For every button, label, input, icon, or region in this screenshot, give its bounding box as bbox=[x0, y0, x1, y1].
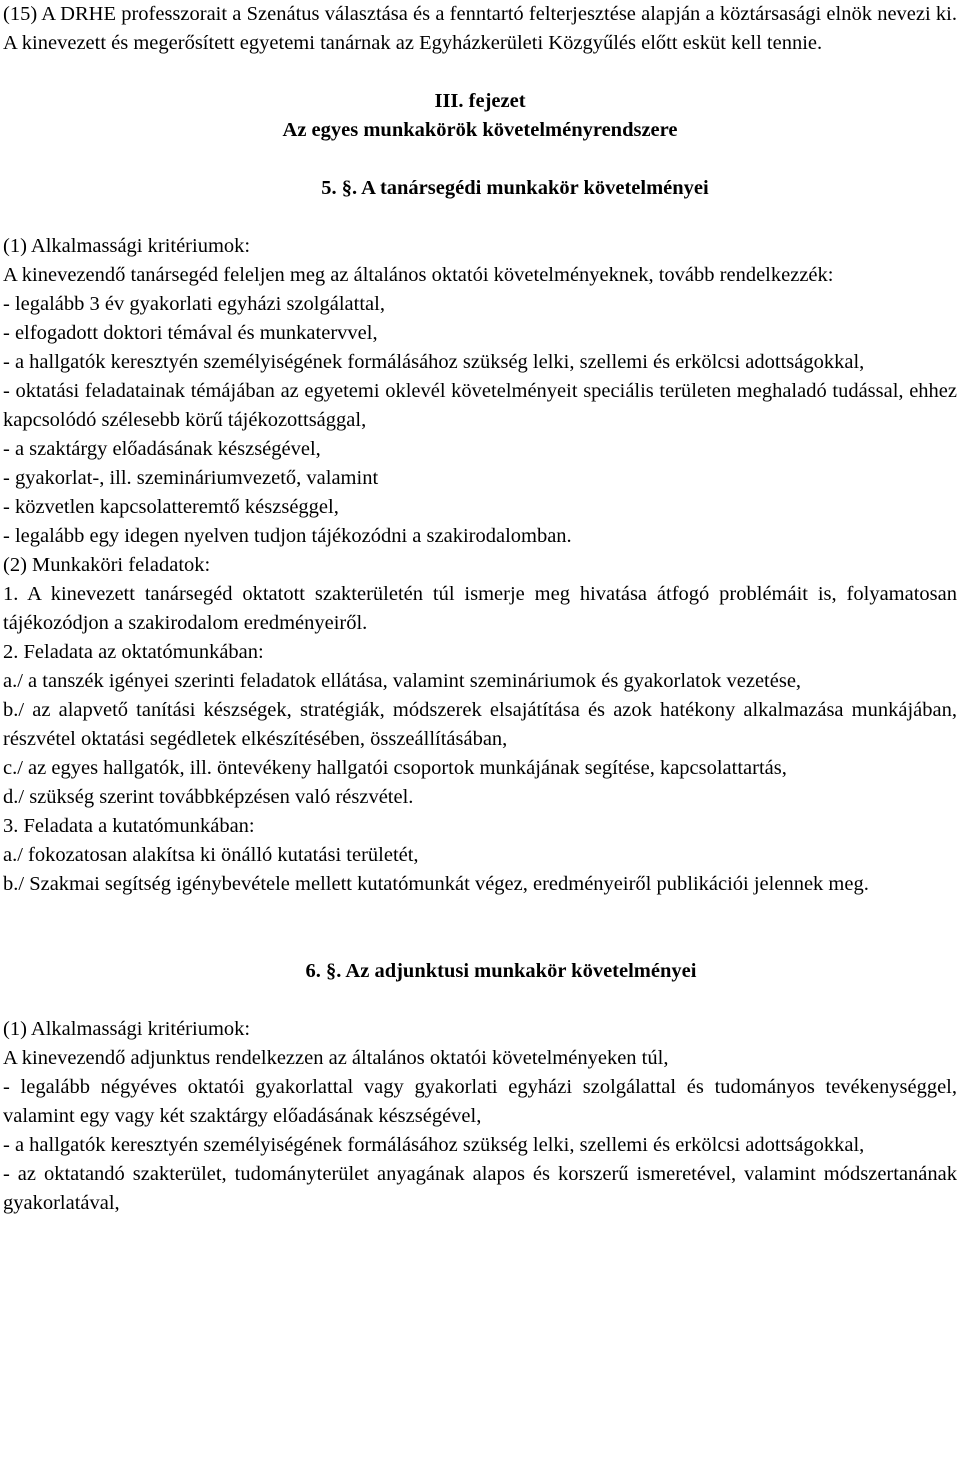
section6-criteria-label: (1) Alkalmassági kritériumok: bbox=[3, 1018, 251, 1040]
list-item: 3. Feladata a kutatómunkában: bbox=[3, 815, 255, 837]
chapter-title: Az egyes munkakörök követelményrendszere bbox=[282, 119, 678, 141]
list-item: - legalább 3 év gyakorlati egyházi szolgálattal, bbox=[3, 293, 385, 315]
list-item: - elfogadott doktori témával és munkatervvel, bbox=[3, 322, 378, 344]
section5-body bbox=[3, 232, 957, 899]
section5-title: 5. §. A tanársegédi munkakör követelményei bbox=[321, 177, 709, 199]
list-item: - közvetlen kapcsolatteremtő készséggel, bbox=[3, 496, 339, 518]
list-item: - a hallgatók keresztyén személyiségének formálásához szükség lelki, szellemi és erkölcsi adottságokkal, bbox=[3, 1134, 865, 1156]
list-item: - a szaktárgy előadásának készségével, bbox=[3, 438, 321, 460]
section6-criteria-intro: A kinevezendő adjunktus rendelkezzen az általános oktatói követelményeken túl, bbox=[3, 1047, 669, 1069]
list-item: - az oktatandó szakterület, tudományterület anyagának alapos és korszerű ismeretével, valamint módszertanának gyakorlatával, bbox=[3, 1163, 957, 1214]
list-item: a./ fokozatosan alakítsa ki önálló kutatási területét, bbox=[3, 844, 419, 866]
list-item: - oktatási feladatainak témájában az egyetemi oklevél követelményeit speciális területen meghaladó tudással, ehhez kapcsolódó szélesebb körű tájékozottsággal, bbox=[3, 380, 957, 431]
list-item: c./ az egyes hallgatók, ill. öntevékeny hallgatói csoportok munkájának segítése, kapcsolattartás, bbox=[3, 757, 787, 779]
chapter-number: III. fejezet bbox=[434, 90, 526, 112]
section5-criteria-label: (1) Alkalmassági kritériumok: bbox=[3, 235, 251, 257]
list-item: - legalább egy idegen nyelven tudjon tájékozódni a szakirodalomban. bbox=[3, 525, 572, 547]
list-item: d./ szükség szerint továbbképzésen való részvétel. bbox=[3, 786, 414, 808]
document-page bbox=[3, 0, 957, 1218]
section5-criteria-intro: A kinevezendő tanársegéd feleljen meg az általános oktatói követelményeknek, tovább rendelkezzék: bbox=[3, 264, 834, 286]
list-item: 1. A kinevezett tanársegéd oktatott szakterületén túl ismerje meg hivatása átfogó problémáit is, folyamatosan tájékozódjon a szakirodalom eredményeiről. bbox=[3, 583, 957, 634]
chapter-heading bbox=[3, 87, 957, 145]
list-item: 2. Feladata az oktatómunkában: bbox=[3, 641, 264, 663]
section5-duties-label: (2) Munkaköri feladatok: bbox=[3, 554, 211, 576]
list-item: - legalább négyéves oktatói gyakorlattal vagy gyakorlati egyházi szolgálattal és tudományos tevékenységgel, valamint egy vagy két szaktárgy előadásának készségével, bbox=[3, 1076, 957, 1127]
list-item: b./ az alapvető tanítási készségek, stratégiák, módszerek elsajátítása és azok hatékony alkalmazása munkájában, részvétel oktatási segédletek elkészítésében, összeállításában, bbox=[3, 699, 957, 750]
list-item: a./ a tanszék igényei szerinti feladatok ellátása, valamint szemináriumok és gyakorlatok vezetése, bbox=[3, 670, 802, 692]
section6-body bbox=[3, 1015, 957, 1218]
list-item: b./ Szakmai segítség igénybevétele mellett kutatómunkát végez, eredményeiről publikációi jelennek meg. bbox=[3, 873, 869, 895]
list-item: - a hallgatók keresztyén személyiségének formálásához szükség lelki, szellemi és erkölcsi adottságokkal, bbox=[3, 351, 865, 373]
section6-title: 6. §. Az adjunktusi munkakör követelményei bbox=[305, 960, 697, 982]
list-item: - gyakorlat-, ill. szemináriumvezető, valamint bbox=[3, 467, 379, 489]
intro-paragraph: (15) A DRHE professzorait a Szenátus választása és a fenntartó felterjesztése alapján a köztársasági elnök nevezi ki. A kinevezett és megerősített egyetemi tanárnak az Egyházkerületi Közgyűlés előtt esküt kell tennie. bbox=[3, 3, 957, 54]
